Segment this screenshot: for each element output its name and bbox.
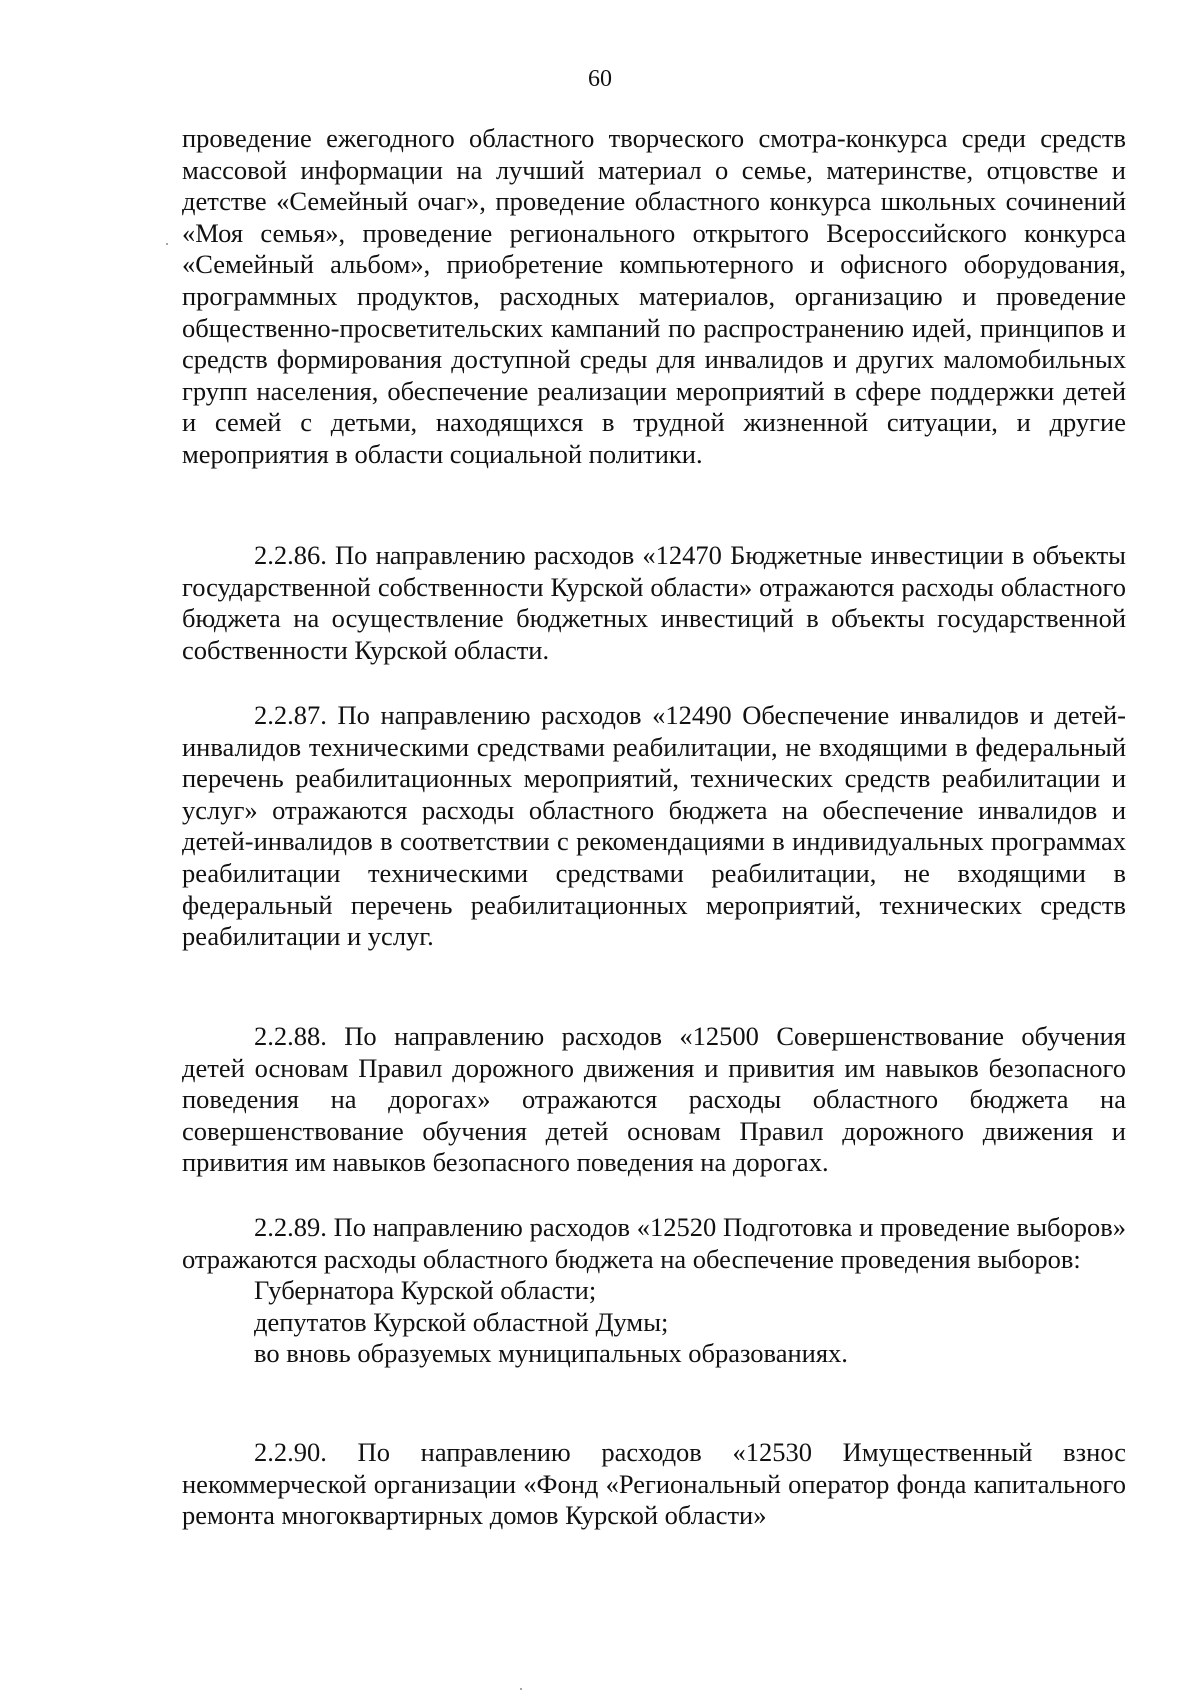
list-item: во вновь образуемых муниципальных образованиях. [254,1338,848,1369]
section-2-2-88 [182,1021,1126,1179]
section-2-2-89 [182,1212,1126,1370]
section-2-2-86 [182,540,1126,666]
paragraph-text: проведение ежегодного областного творческого смотра-конкурса среди средств массовой информации на лучший материал о семье, материнстве, отцовстве и детстве «Семейный очаг», проведение областного конкурса школьных сочинений «Моя семья», проведение регионального открытого Всероссийского конкурса «Семейный альбом», приобретение компьютерного и офисного оборудования, программных продуктов, расходных материалов, организацию и проведение общественно-просветительских кампаний по распространению идей, принципов и средств формирования доступной среды для инвалидов и других маломобильных групп населения, обеспечение реализации мероприятий в сфере поддержки детей и семей с детьми, находящихся в трудной жизненной ситуации, и другие мероприятия в области социальной политики. [182,123,1126,469]
paragraph-text: 2.2.87. По направлению расходов «12490 Обеспечение инвалидов и детей-инвалидов техническими средствами реабилитации, не входящими в федеральный перечень реабилитационных мероприятий, технических средств реабилитации и услуг» отражаются расходы областного бюджета на обеспечение инвалидов и детей-инвалидов в соответствии с рекомендациями в индивидуальных программах реабилитации техническими средствами реабилитации, не входящими в федеральный перечень реабилитационных мероприятий, технических средств реабилитации и услуг. [182,700,1126,952]
paragraph-text: 2.2.88. По направлению расходов «12500 Совершенствование обучения детей основам Правил дорожного движения и привития им навыков безопасного поведения на дорогах» отражаются расходы областного бюджета на совершенствование обучения детей основам Правил дорожного движения и привития им навыков безопасного поведения на дорогах. [182,1021,1126,1178]
paragraph-text: 2.2.90. По направлению расходов «12530 Имущественный взнос некоммерческой организации «Фонд «Региональный оператор фонда капитального ремонта многоквартирных домов Курской области» [182,1437,1126,1531]
section-2-2-90 [182,1437,1126,1532]
paragraph-text: 2.2.89. По направлению расходов «12520 Подготовка и проведение выборов» отражаются расходы областного бюджета на обеспечение проведения выборов: [182,1212,1126,1274]
section-2-2-87 [182,700,1126,953]
list-item: депутатов Курской областной Думы; [254,1306,669,1337]
list-item: Губернатора Курской области; [254,1275,597,1306]
paragraph-text: 2.2.86. По направлению расходов «12470 Бюджетные инвестиции в объекты государственной собственности Курской области» отражаются расходы областного бюджета на осуществление бюджетных инвестиций в объекты государственной собственности Курской области. [182,540,1126,665]
scan-speck [166,243,168,245]
paragraph-continuation [182,123,1126,471]
page-number: 60 [588,66,612,92]
scan-speck [520,1688,522,1690]
